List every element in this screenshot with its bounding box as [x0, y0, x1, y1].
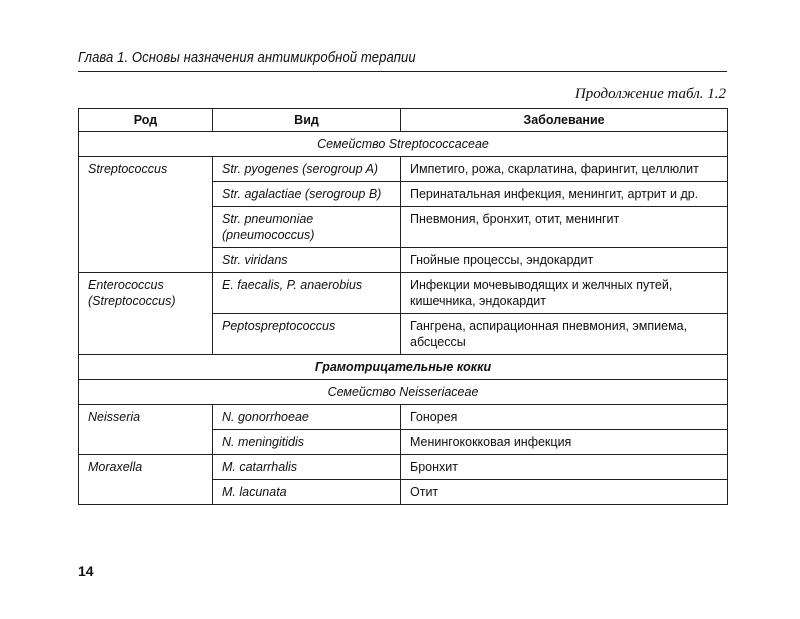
- disease-cell: Инфекции мочевыводящих и желчных путей, кишечника, эндокардит: [401, 273, 728, 314]
- genus-cell: Moraxella: [79, 455, 213, 505]
- species-cell: Peptospreptococcus: [213, 314, 401, 355]
- species-cell: E. faecalis, P. anaerobius: [213, 273, 401, 314]
- table-header-row: [79, 109, 728, 132]
- genus-cell: Enterococcus (Streptococcus): [79, 273, 213, 355]
- disease-cell: Перинатальная инфекция, менингит, артрит и др.: [401, 182, 728, 207]
- family-row: [79, 132, 728, 157]
- species-cell: Str. pneumoniae (pneumococcus): [213, 207, 401, 248]
- column-header-genus: Род: [79, 109, 213, 132]
- disease-cell: Гонорея: [401, 405, 728, 430]
- species-cell: Str. pyogenes (serogroup A): [213, 157, 401, 182]
- bacteria-table: [78, 108, 728, 505]
- column-header-disease: Заболевание: [401, 109, 728, 132]
- family-row: [79, 355, 728, 380]
- column-header-species: Вид: [213, 109, 401, 132]
- species-cell: Str. agalactiae (serogroup B): [213, 182, 401, 207]
- disease-cell: Импетиго, рожа, скарлатина, фарингит, целлюлит: [401, 157, 728, 182]
- table-row: [79, 455, 728, 480]
- disease-cell: Гангрена, аспирационная пневмония, эмпиема, абсцессы: [401, 314, 728, 355]
- family-neisseriaceae: Семейство Neisseriaceae: [79, 380, 728, 405]
- disease-cell: Менингококковая инфекция: [401, 430, 728, 455]
- species-cell: M. lacunata: [213, 480, 401, 505]
- disease-cell: Пневмония, бронхит, отит, менингит: [401, 207, 728, 248]
- header-rule: [78, 71, 727, 72]
- family-streptococcaceae: Семейство Streptococcaceae: [79, 132, 728, 157]
- group-gram-negative-cocci: Грамотрицательные кокки: [79, 355, 728, 380]
- page-number: 14: [78, 563, 94, 579]
- disease-cell: Отит: [401, 480, 728, 505]
- disease-cell: Гнойные процессы, эндокардит: [401, 248, 728, 273]
- table-row: [79, 405, 728, 430]
- family-row: [79, 380, 728, 405]
- table-row: [79, 273, 728, 314]
- disease-cell: Бронхит: [401, 455, 728, 480]
- running-header: Глава 1. Основы назначения антимикробной терапии: [78, 50, 416, 66]
- table-row: [79, 157, 728, 182]
- table-continuation-label: Продолжение табл. 1.2: [574, 86, 726, 102]
- species-cell: Str. viridans: [213, 248, 401, 273]
- genus-cell: Streptococcus: [79, 157, 213, 273]
- genus-cell: Neisseria: [79, 405, 213, 455]
- species-cell: M. catarrhalis: [213, 455, 401, 480]
- species-cell: N. gonorrhoeae: [213, 405, 401, 430]
- species-cell: N. meningitidis: [213, 430, 401, 455]
